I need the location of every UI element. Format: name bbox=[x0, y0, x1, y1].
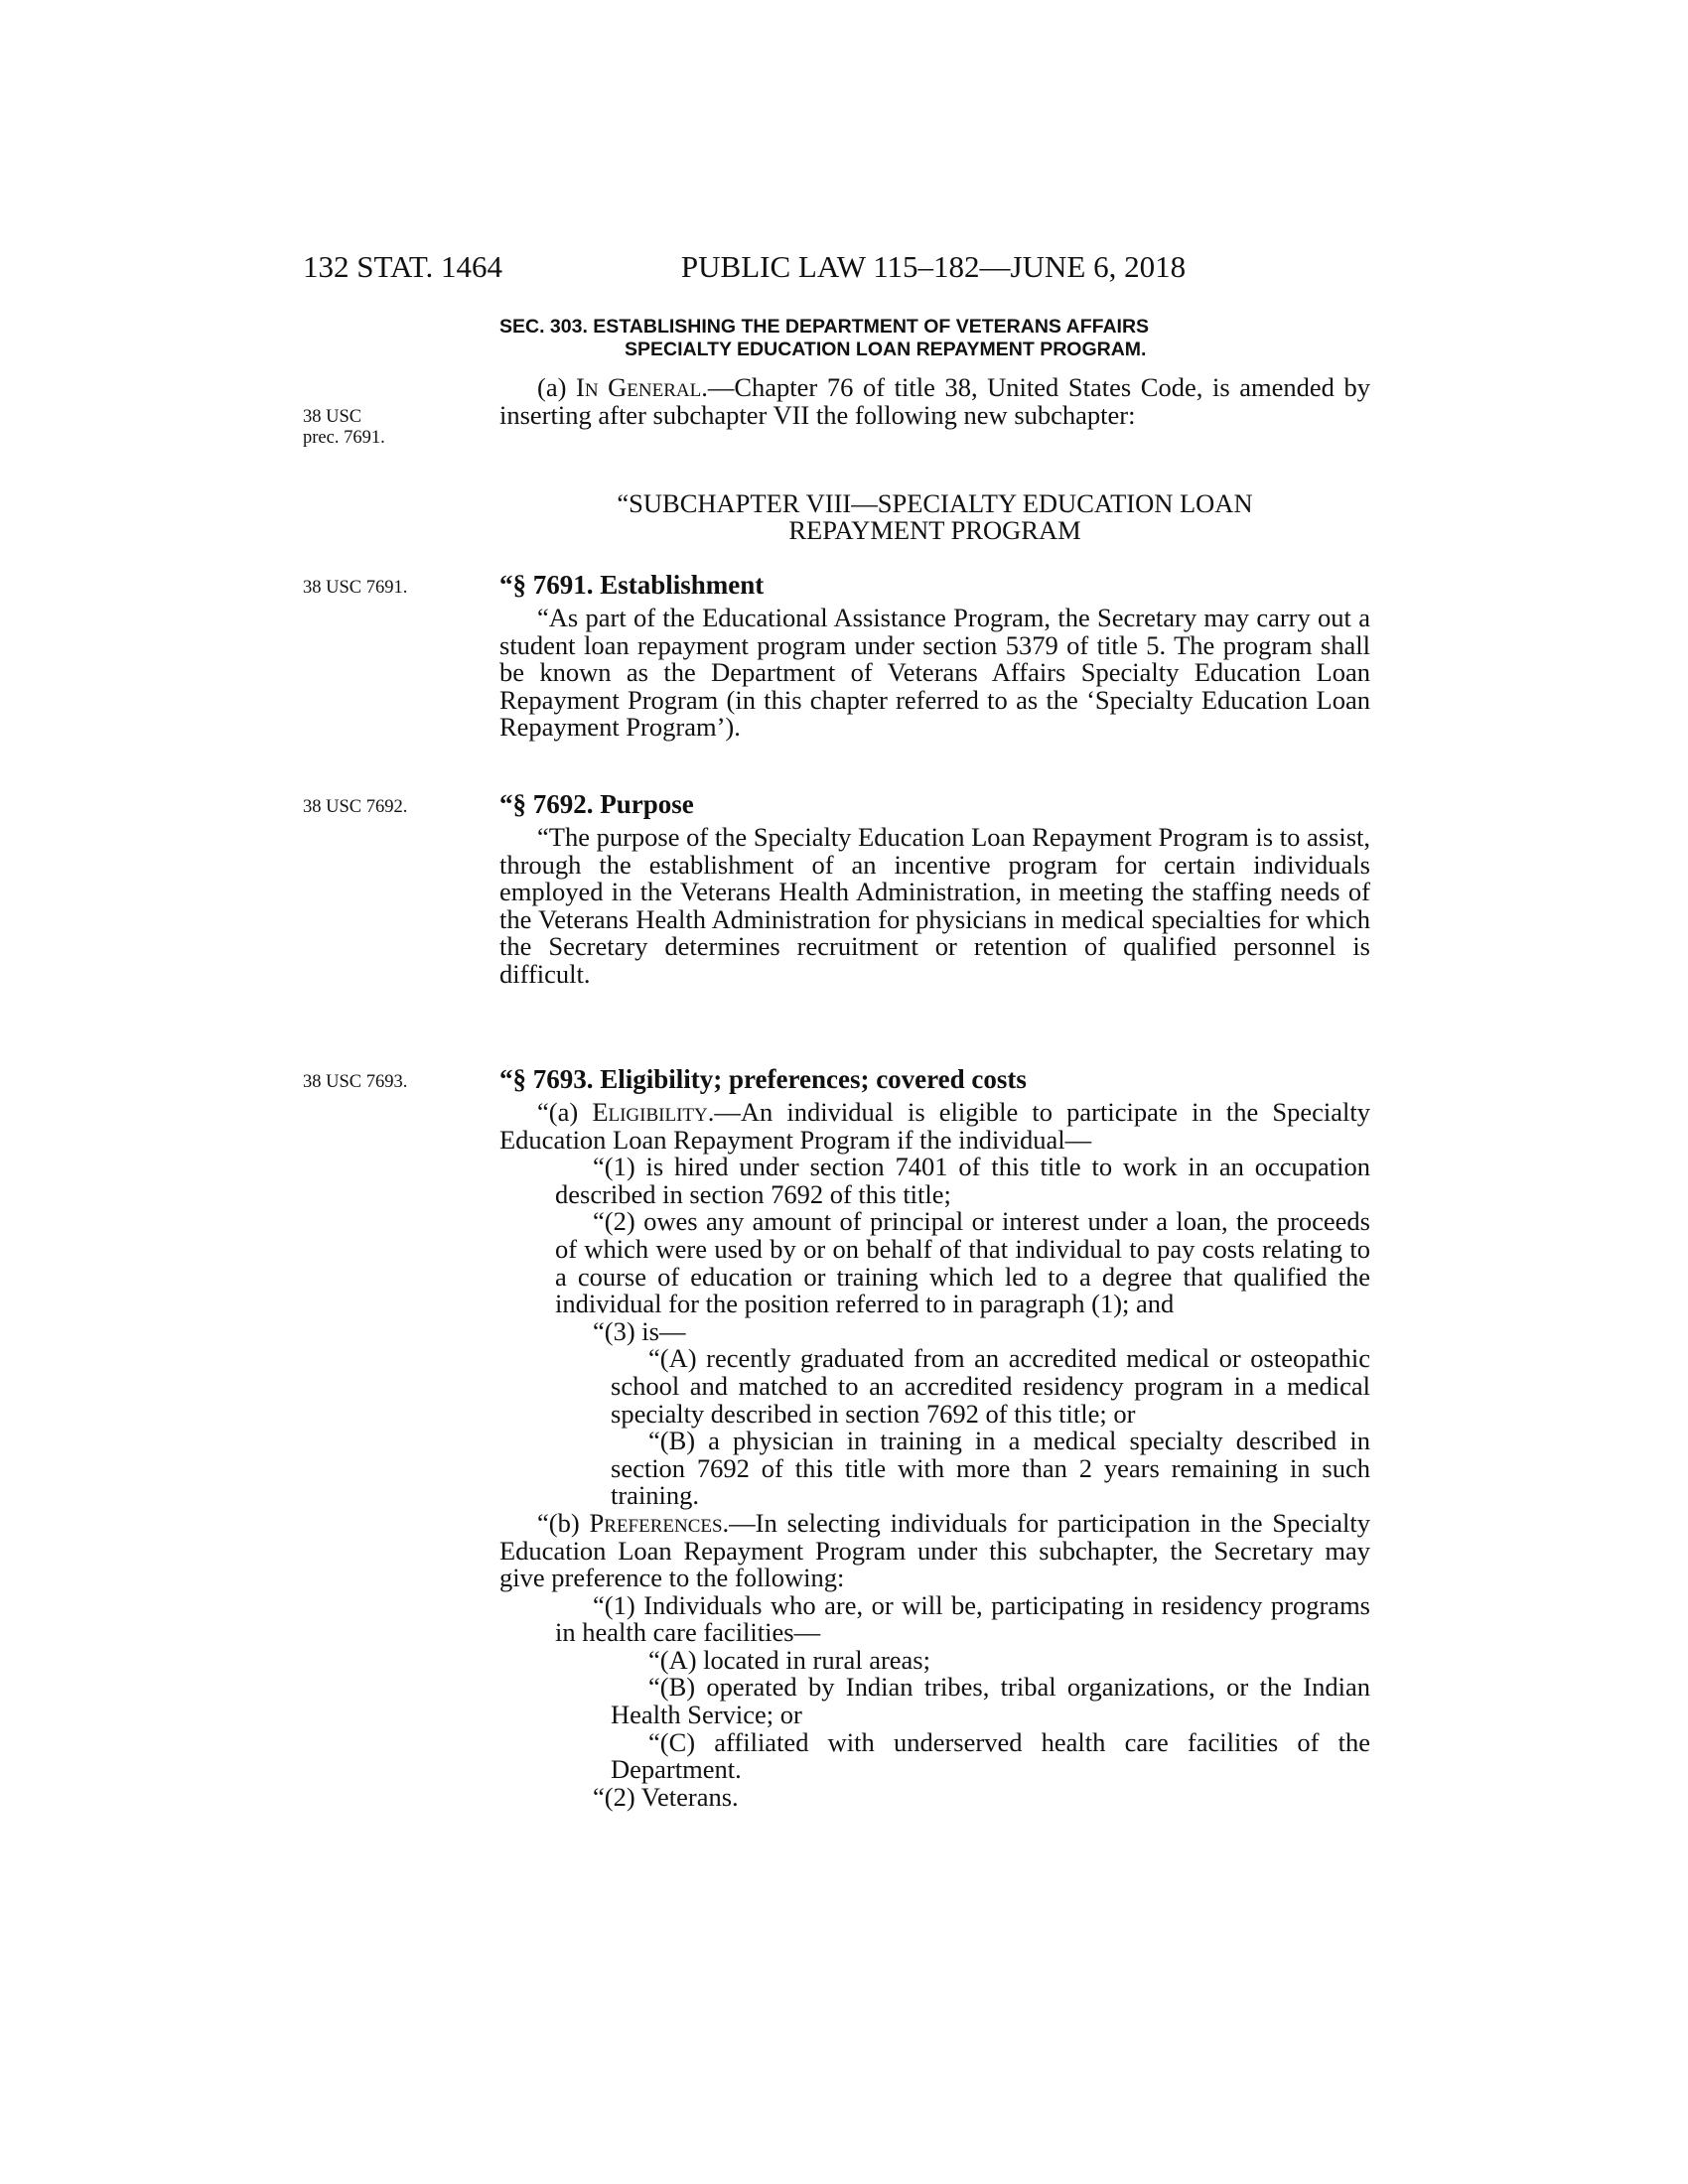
statute-page-number: 132 STAT. 1464 bbox=[303, 249, 503, 284]
paragraph-b1: “(1) Individuals who are, or will be, participating in residency programs in health care facilities— bbox=[555, 1589, 1370, 1648]
paragraph-a3: “(3) is— bbox=[593, 1315, 686, 1346]
section-title: SEC. 303. ESTABLISHING THE DEPARTMENT OF VETERANS AFFAIRS SPECIALTY EDUCATION LOAN REPAYMENT PROGRAM. bbox=[499, 316, 1150, 360]
subparagraph-b1A: “(A) located in rural areas; bbox=[648, 1644, 930, 1675]
section-7691 bbox=[499, 570, 1370, 742]
public-law-header: PUBLIC LAW 115–182—JUNE 6, 2018 bbox=[680, 249, 1187, 284]
subchapter-heading: “SUBCHAPTER VIII—SPECIALTY EDUCATION LOAN REPAYMENT PROGRAM bbox=[617, 488, 1253, 545]
section-7691-heading: “§ 7691. Establishment bbox=[499, 570, 765, 600]
subsection-b-preferences: “(b) Preferences.—In selecting individuals for participation in the Specialty Education Loan Repayment Program under this subchapter, the Secretary may give preference to the following: bbox=[499, 1507, 1370, 1593]
margin-note-7691: 38 USC 7691. bbox=[303, 578, 408, 598]
paragraph-a2: “(2) owes any amount of principal or interest under a loan, the proceeds of which were used by or on behalf of that individual to pay costs relating to a course of education or training which led to a degree that qualified the individual for the position referred to in paragraph (1); and bbox=[555, 1206, 1370, 1319]
section-7693-heading: “§ 7693. Eligibility; preferences; covered costs bbox=[499, 1064, 1027, 1094]
subparagraph-b1C: “(C) affiliated with underserved health care facilities of the Department. bbox=[611, 1726, 1370, 1785]
paragraph-a1: “(1) is hired under section 7401 of this title to work in an occupation described in section 7692 of this title; bbox=[555, 1152, 1370, 1209]
section-7692 bbox=[499, 789, 1370, 989]
subsection-a-in-general: (a) In General.—Chapter 76 of title 38, United States Code, is amended by inserting after subchapter VII the following new subchapter: bbox=[499, 372, 1370, 430]
section-7691-text: “As part of the Educational Assistance Program, the Secretary may carry out a student loan repayment program under section 5379 of title 5. The program shall be known as the Department of Veterans Affairs Specialty Education Loan Repayment Program (in this chapter referred to as the ‘Specialty Education Loan Repayment Program’). bbox=[499, 603, 1370, 743]
section-7693 bbox=[499, 1064, 1370, 1811]
eligibility-heading: Eligibility bbox=[592, 1097, 708, 1127]
in-general-heading: In General bbox=[576, 372, 702, 402]
paragraph-b2: “(2) Veterans. bbox=[593, 1781, 739, 1812]
margin-note-prec-7691: 38 USC prec. 7691. bbox=[303, 407, 385, 448]
preferences-heading: Preferences bbox=[589, 1507, 723, 1538]
margin-note-7692: 38 USC 7692. bbox=[303, 797, 408, 817]
subparagraph-b1B: “(B) operated by Indian tribes, tribal organizations, or the Indian Health Service; or bbox=[611, 1672, 1370, 1730]
margin-note-7693: 38 USC 7693. bbox=[303, 1072, 408, 1092]
section-7692-text: “The purpose of the Specialty Education Loan Repayment Program is to assist, through the establishment of an incentive program for certain individuals employed in the Veterans Health Administration, in meeting the staffing needs of the Veterans Health Administration for physicians in medical specialties for which the Secretary determines recruitment or retention of qualified personnel is difficult. bbox=[499, 822, 1370, 989]
section-7692-heading: “§ 7692. Purpose bbox=[499, 789, 694, 819]
subparagraph-a3B: “(B) a physician in training in a medical specialty described in section 7692 of this title with more than 2 years remaining in such training. bbox=[611, 1426, 1370, 1511]
subsection-a-eligibility: “(a) Eligibility.—An individual is eligible to participate in the Specialty Education Loan Repayment Program if the individual— bbox=[499, 1097, 1370, 1155]
subparagraph-a3A: “(A) recently graduated from an accredited medical or osteopathic school and matched to an accredited residency program in a medical specialty described in section 7692 of this title; or bbox=[611, 1343, 1370, 1429]
